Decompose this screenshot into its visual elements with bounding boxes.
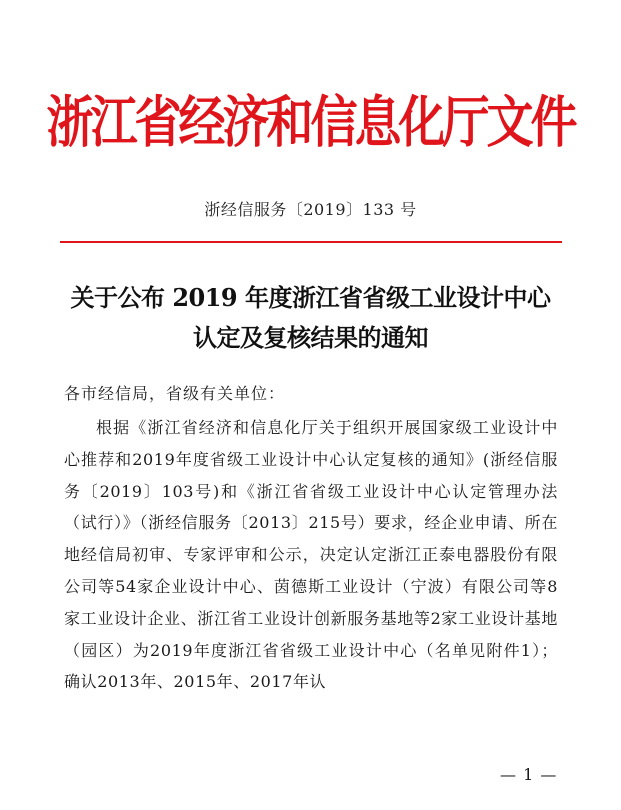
notice-title-line-2: 认定及复核结果的通知 [193,323,428,352]
page-number: — 1 — [500,765,558,784]
notice-body-paragraph: 根据《浙江省经济和信息化厅关于组织开展国家级工业设计中心推荐和2019年度省级工业设计中心认定复核的通知》(浙经信服务〔2019〕103号)和《浙江省省级工业设计中心认定管理办法（试行）》（浙经信服务〔2013〕215号）要求，经企业申请、所在地经信局初审、专家评审和公示，决定认定浙江正泰电器股份有限公司等54家企业设计中心、茵德斯工业设计（宁波）有限公司等8家工业设计企业、浙江省工业设计创新服务基地等2家工业设计基地（园区）为2019年度浙江省省级工业设计中心（名单见附件1）；确认2013年、2015年、2017年认 [64,418,558,692]
notice-title [40,278,581,358]
salutation: 各市经信局，省级有关单位： [64,384,286,403]
issuer-masthead: 浙江省经济和信息化厅文件 [46,90,575,156]
red-divider [60,241,562,243]
document-number: 浙经信服务〔2019〕133 号 [204,200,417,219]
notice-title-line-1: 关于公布 2019 年度浙江省省级工业设计中心 [70,283,551,312]
